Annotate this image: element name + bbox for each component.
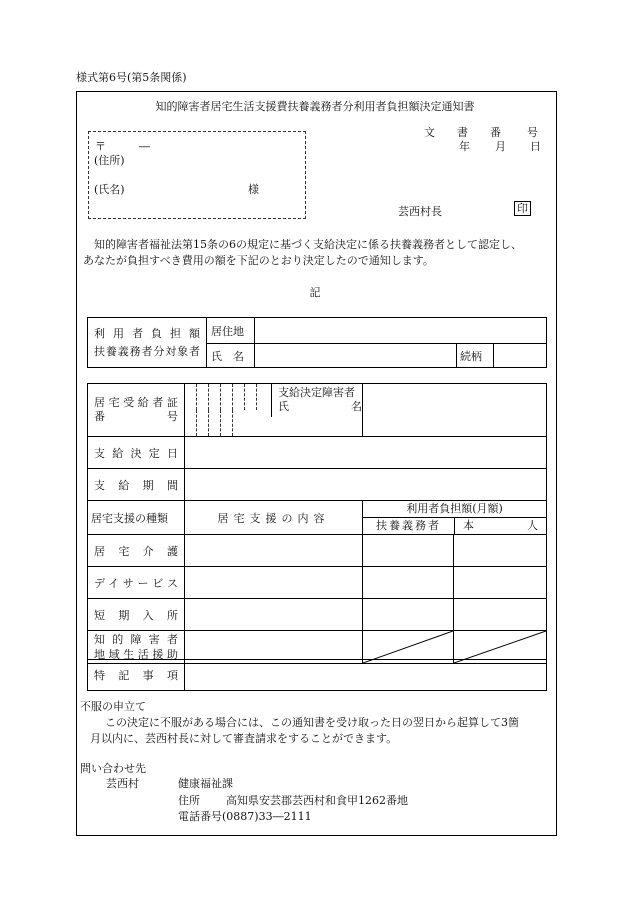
- name-value: [255, 344, 457, 368]
- contact-section: 健康福祉課: [178, 777, 233, 790]
- relation-value: [494, 344, 547, 368]
- row-label-short-stay: 短期入所: [88, 599, 185, 631]
- name-cell-label: 氏 名: [207, 344, 255, 368]
- relation-label: 続柄: [457, 344, 494, 368]
- burden-header: 利用者負担額(月額) 扶養義務者 本 人: [363, 501, 547, 535]
- appeal-heading: 不服の申立て: [80, 700, 146, 713]
- name-label: (氏名): [94, 183, 125, 196]
- date-label: 年 月 日: [459, 140, 541, 153]
- kind-header: 居宅支援の種類: [88, 501, 185, 535]
- burden-fuyou-header: 扶養義務者: [363, 518, 455, 534]
- contact-heading: 問い合わせ先: [80, 762, 146, 775]
- burden-target-table: [87, 317, 547, 368]
- recipient-number-boxes: [185, 384, 363, 437]
- honorific: 様: [248, 183, 259, 196]
- form-title: 知的障害者居宅生活支援費扶養義務者分利用者負担額決定通知書: [155, 100, 475, 113]
- issuer: 芸西村長: [398, 205, 442, 218]
- row-label-community-living: 知的障害者 地域生活援助: [88, 631, 185, 664]
- row-label-home-care: 居宅介護: [88, 535, 185, 567]
- notes-label: 特記事項: [88, 660, 185, 691]
- residence-label: 居住地: [207, 318, 255, 344]
- disabled-name-value: [363, 384, 547, 437]
- address-label: (住所): [94, 154, 125, 167]
- form-number-label: 様式第6号(第5条関係): [76, 71, 187, 84]
- period-label: 支給期間: [88, 469, 185, 501]
- notes-value: [185, 660, 547, 691]
- ki-heading: 記: [309, 286, 321, 299]
- appeal-line-2: 月以内に、芸西村長に対して審査請求をすることができます。: [90, 732, 398, 745]
- doc-number-label: 文 書 番 号: [424, 126, 538, 139]
- decision-date-value: [185, 437, 547, 469]
- decision-date-label: 支給決定日: [88, 437, 185, 469]
- content-header: 居宅支援の内容: [185, 501, 363, 535]
- contact-address: 高知県安芸郡芸西村和食甲1262番地: [226, 794, 408, 807]
- residence-value: [255, 318, 547, 344]
- row-content-home-care: [185, 535, 363, 567]
- row-label-day-service: デイサービス: [88, 567, 185, 599]
- target-label-cell: 利用者負担額 扶養義務者分対象者: [88, 318, 207, 368]
- row-content-day-service: [185, 567, 363, 599]
- contact-phone: 電話番号(0887)33―2111: [178, 810, 312, 823]
- period-value: [185, 469, 547, 501]
- contact-village: 芸西村: [106, 777, 139, 790]
- body-line-2: あなたが負担すべき費用の額を下記のとおり決定したので通知します。: [83, 254, 434, 267]
- postal-code: 〒 ―: [95, 140, 150, 153]
- appeal-line-1: この決定に不服がある場合には、この通知書を受け取った日の翌日から起算して3箇: [105, 716, 519, 729]
- burden-self-header: 本 人: [463, 519, 538, 532]
- seal-mark: 印: [514, 201, 531, 216]
- row-content-short-stay: [185, 599, 363, 631]
- disabled-name-label: 支給決定障害者 氏 名: [271, 384, 362, 417]
- contact-address-label: 住所: [178, 794, 200, 807]
- service-table: [87, 383, 547, 664]
- recipient-number-label: 居宅受給者証 番 号: [88, 384, 185, 437]
- notes-table: [87, 659, 547, 691]
- body-line-1: 知的障害者福祉法第15条の6の規定に基づく支給決定に係る扶養義務者として認定し、: [94, 238, 522, 251]
